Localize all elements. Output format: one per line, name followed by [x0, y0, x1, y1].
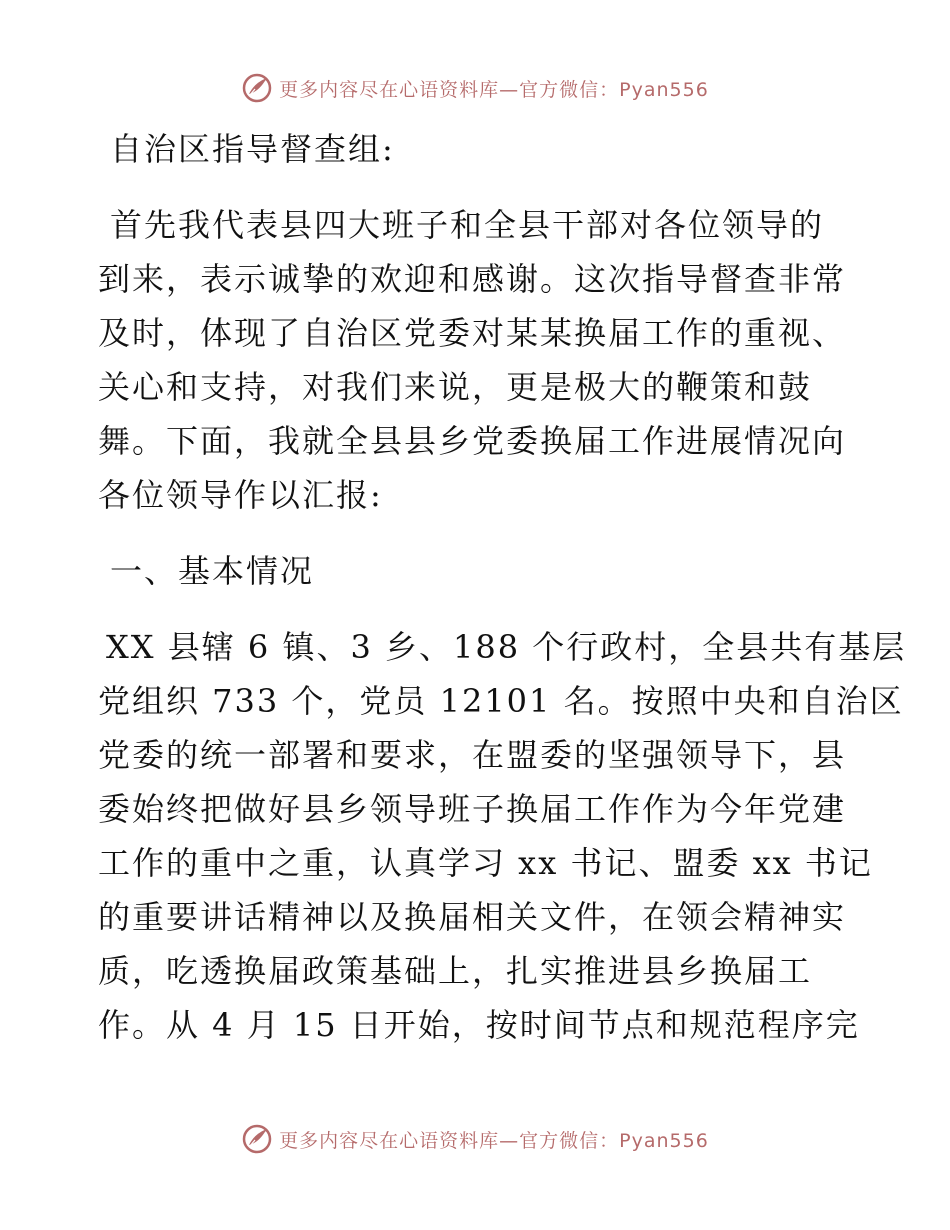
paragraph-line: 到来，表示诚挚的欢迎和感谢。这次指导督查非常: [98, 260, 847, 298]
paragraph-line: XX 县辖 6 镇、3 乡、188 个行政村，全县共有基层: [106, 628, 907, 666]
paragraph-line: 及时，体现了自治区党委对某某换届工作的重视、: [98, 314, 847, 352]
paragraph-line: 各位领导作以汇报:: [98, 476, 383, 514]
paragraph-line: 舞。下面，我就全县县乡党委换届工作进展情况向: [98, 422, 847, 460]
paragraph-line: 委始终把做好县乡领导班子换届工作作为今年党建: [98, 790, 847, 828]
header-watermark: [0, 72, 950, 104]
section-heading: 一、基本情况: [110, 552, 315, 590]
document-body: [98, 122, 907, 1052]
intro-paragraph: [98, 198, 858, 522]
paragraph-line: 质，吃透换届政策基础上，扎实推进县乡换届工: [98, 952, 813, 990]
body-paragraph: [98, 620, 907, 1052]
watermark-text: 更多内容尽在心语资料库—官方微信：Pyan556: [279, 78, 709, 101]
paragraph-line: 党委的统一部署和要求，在盟委的坚强领导下，县: [98, 736, 847, 774]
quill-pen-logo-icon: [241, 72, 273, 104]
paragraph-line: 的重要讲话精神以及换届相关文件，在领会精神实: [98, 898, 847, 936]
paragraph-line: 党组织 733 个，党员 12101 名。按照中央和自治区: [98, 682, 904, 720]
paragraph-line: 工作的重中之重，认真学习 xx 书记、盟委 xx 书记: [98, 844, 873, 882]
salutation: 自治区指导督查组:: [110, 130, 395, 168]
quill-pen-logo-icon: [241, 1123, 273, 1155]
paragraph-line: 作。从 4 月 15 日开始，按时间节点和规范程序完: [98, 1006, 860, 1044]
footer-watermark: [0, 1123, 950, 1155]
paragraph-line: 首先我代表县四大班子和全县干部对各位领导的: [110, 206, 825, 244]
watermark-text: 更多内容尽在心语资料库—官方微信：Pyan556: [279, 1129, 709, 1152]
paragraph-line: 关心和支持，对我们来说，更是极大的鞭策和鼓: [98, 368, 813, 406]
